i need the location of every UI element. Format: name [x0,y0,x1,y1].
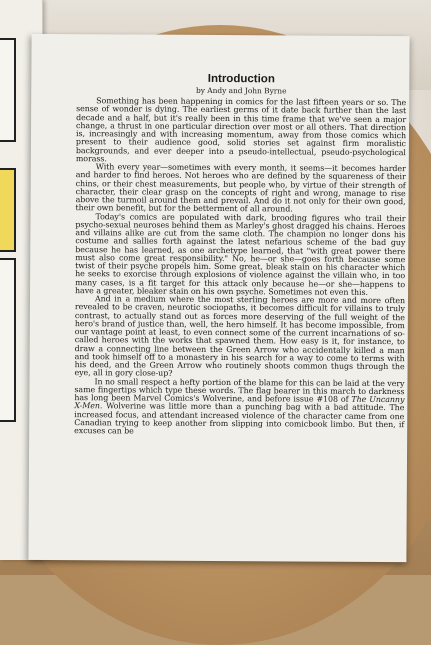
paragraph-1: Something has been happening in comics for the last fifteen years or so. The sense of wonder is dying. The earliest germs of it date back further than the last decade and a half, but it's really been in this time frame that we've seen a major change, a thrust in one particular direction over most or all others. That direction is, increasingly and with increasing momentum, away from those comics which present to their audience good, solid stories set against firm moralistic backgrounds, and ever deeper into a pseudo-intellectual, pseudo-psychological morass. [75,96,407,164]
paragraph-5 [74,378,404,438]
page-content [74,72,406,437]
comic-panel [0,258,16,422]
comic-panel [0,38,16,142]
page-title: Introduction [207,72,275,86]
article-body [74,97,406,437]
comic-panel [0,168,16,252]
paragraph-5-text-cont: . Wolverine was little more than a punching bag with a bad attitude. The increased focus, and attendant increased violence of the character came from one Canadian trying to keep another from slipping into comicbook limbo. But then, if excuses can be [74,401,405,436]
paragraph-2: With every year—sometimes with every month, it seems—it becomes harder and harder to find heroes. Not heroes who are defined by the squareness of their chins, or their chest measurements, but people who, by virtue of their strength of character, their clear grasp on the concepts of right and wrong, manage to rise above the turmoil around them and prevail. And do it not only for their own good, their own benefit, but for the betterment of all around. [75,162,406,214]
book-title-uncanny-x-men: The Uncanny X-Men [74,394,405,411]
paragraph-4: And in a medium where the most sterling heroes are more and more often revealed to be craven, neurotic sociopaths, it becomes difficult for villains to truly contrast, to actually stand out as forces more deserving of the full weight of the hero's brand of justice than, well, the hero himself. It has become impossible, from our vantage point at least, to even connect some of the current incarnations of so-called heroes with the works that spawned them. How easy is it, for instance, to draw a connecting line between the Green Arrow who accidentally killed a man and took himself off to a monastery in his search for a way to come to terms with his deed, and the Green Arrow who routinely shoots common thugs through the eye, all in gory close-up? [74,294,406,378]
paragraph-5-text: In no small respect a hefty portion of the blame for this can be laid at the very same fingertips which type these words. The flag bearer in this march to darkness has long been Marvel Comics's Wolverine, and before issue #108 of [74,376,405,404]
byline: by Andy and John Byrne [196,85,287,96]
book-page [28,34,409,562]
paragraph-3: Today's comics are populated with dark, brooding figures who trail their psycho-sexual neuroses behind them as Marley's ghost dragged his chains. Heroes and villains alike are cut from the same cloth. The champion no longer dons his costume and sallies forth against the latest nefarious scheme of the bad guy because he has learned, as one archetype learned, that "with great power there must also come great responsibility." No, he—or she—goes forth because some twist of their psyche propels him. Some great, bleak stain on his character which he seeks to exorcise through explosions of violence against the villain who, in too many cases, is a fit target for this attack only because he—or she—happens to have a greater, bleaker stain on his own psyche. Sometimes not even this. [75,211,406,297]
